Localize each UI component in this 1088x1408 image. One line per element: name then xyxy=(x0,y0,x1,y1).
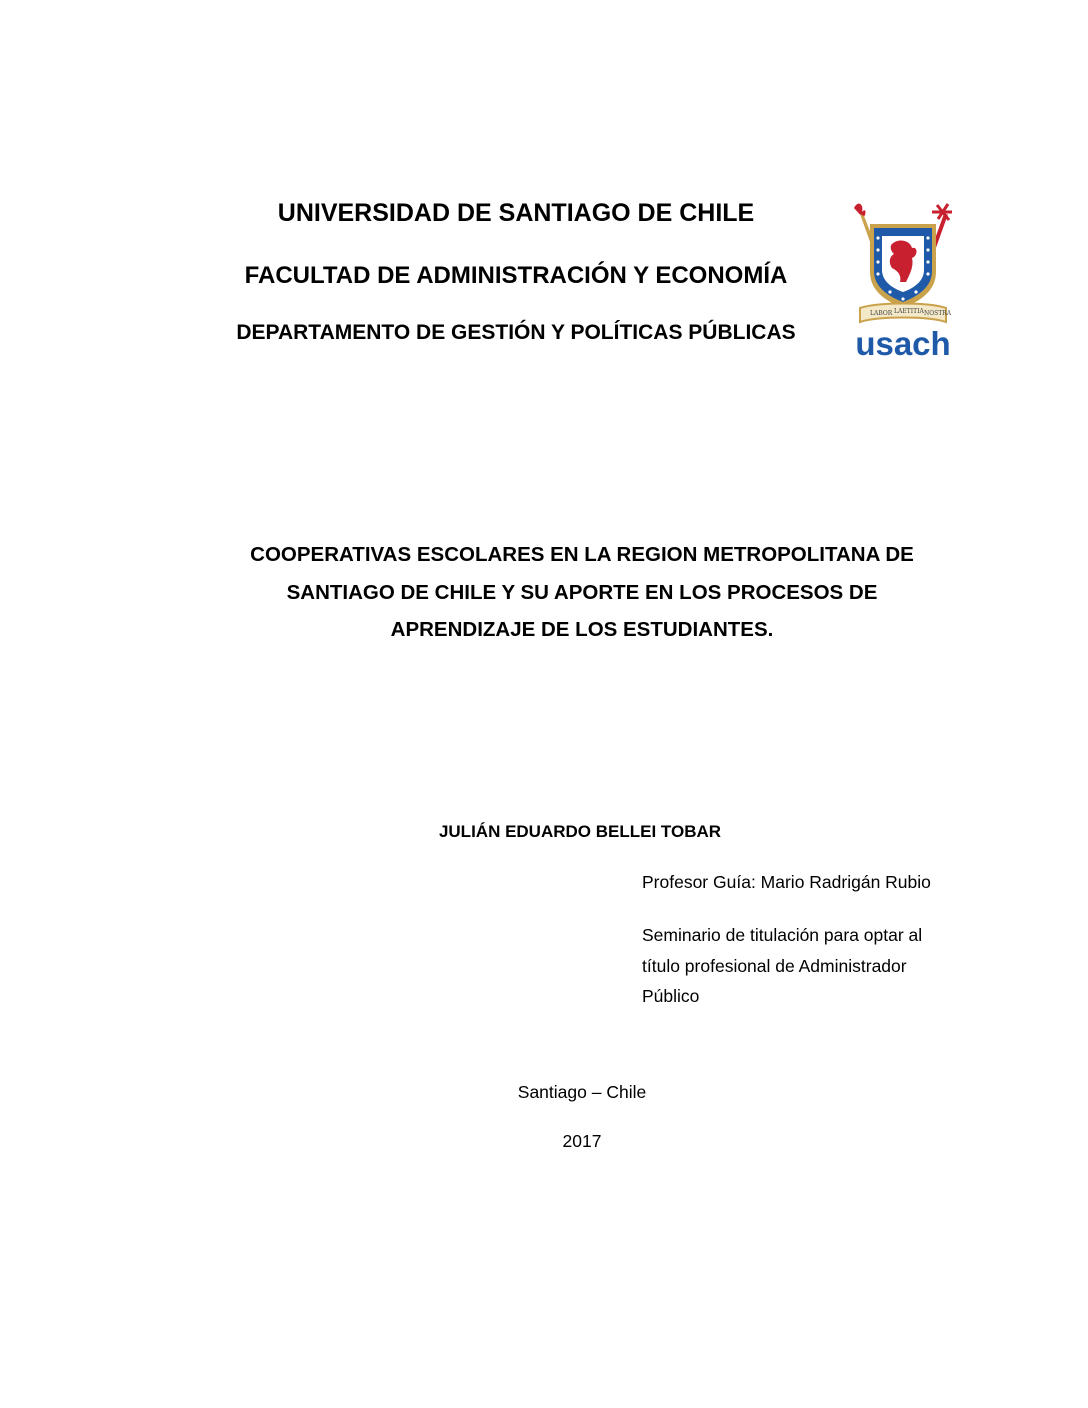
thesis-title-line: SANTIAGO DE CHILE Y SU APORTE EN LOS PROCESOS DE xyxy=(286,580,878,604)
svg-text:NOSTRA: NOSTRA xyxy=(924,310,952,317)
svg-text:LABOR: LABOR xyxy=(870,310,893,317)
degree-line: Público xyxy=(642,986,700,1006)
degree-line: Seminario de titulación para optar al xyxy=(642,925,923,945)
svg-text:LAETITIA: LAETITIA xyxy=(894,308,924,315)
department-name: DEPARTAMENTO DE GESTIÓN Y POLÍTICAS PÚBLICAS xyxy=(236,321,796,344)
author-name: JULIÁN EDUARDO BELLEI TOBAR xyxy=(438,822,722,841)
place-line: Santiago – Chile xyxy=(517,1082,647,1102)
university-name: UNIVERSIDAD DE SANTIAGO DE CHILE xyxy=(277,199,755,227)
degree-line: título profesional de Administrador xyxy=(642,955,907,976)
usach-wordmark: usach xyxy=(855,325,951,360)
thesis-title xyxy=(200,536,964,649)
degree-statement xyxy=(642,920,952,1012)
faculty-name: FACULTAD DE ADMINISTRACIÓN Y ECONOMÍA xyxy=(244,262,788,289)
advisor-line: Profesor Guía: Mario Radrigán Rubio xyxy=(642,872,931,892)
year-line: 2017 xyxy=(562,1131,602,1151)
thesis-title-line: COOPERATIVAS ESCOLARES EN LA REGION METROPOLITANA DE xyxy=(250,543,914,566)
usach-logo xyxy=(848,198,958,360)
usach-crest-icon xyxy=(848,198,958,360)
thesis-title-line: APRENDIZAJE DE LOS ESTUDIANTES. xyxy=(390,618,774,641)
